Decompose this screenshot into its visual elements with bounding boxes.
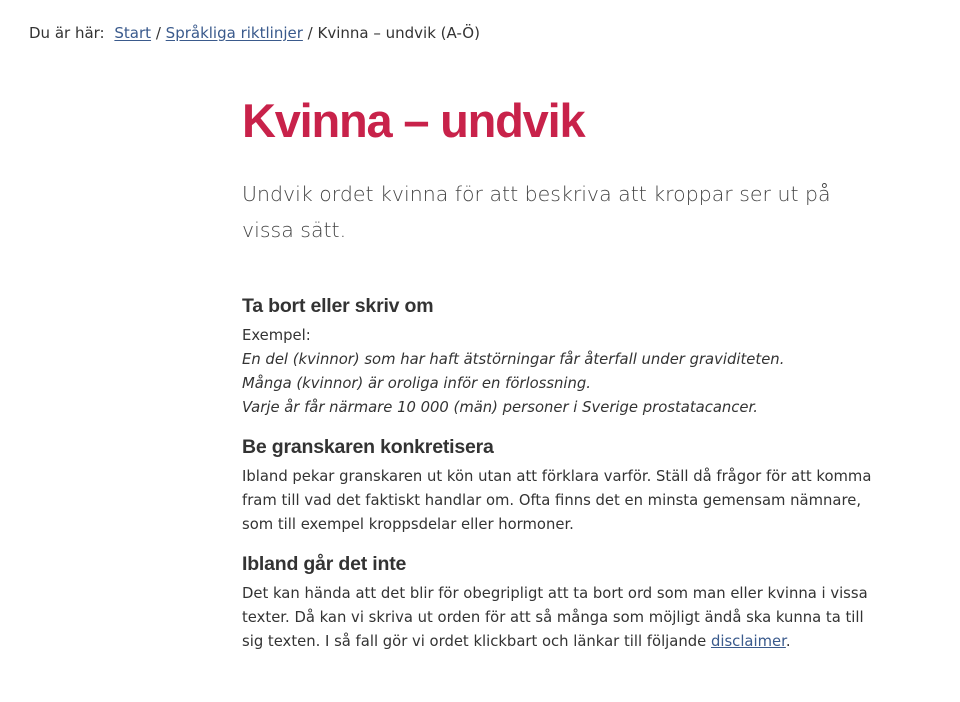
section-ibland-gar-det-inte <box>242 551 872 654</box>
breadcrumb-link-sprakliga-riktlinjer[interactable]: Språkliga riktlinjer <box>165 24 303 42</box>
section-paragraph-text: Det kan hända att det blir för obegripligt att ta bort ord som man eller kvinna i vissa texter. Då kan vi skriva ut orden för att så många som möjligt ändå ska kunna ta till sig texten. I så fall gör vi ordet klickbart och länkar till följande <box>242 585 868 650</box>
main-content <box>242 92 872 654</box>
example-sentence: En del (kvinnor) som har haft ätstörningar får återfall under graviditeten. <box>242 351 785 368</box>
breadcrumb-prefix: Du är här: <box>29 24 105 42</box>
section-heading: Ibland går det inte <box>242 553 407 575</box>
breadcrumb-separator: / <box>307 24 313 42</box>
section-paragraph <box>242 582 872 654</box>
breadcrumb-current: Kvinna – undvik (A-Ö) <box>317 24 480 42</box>
example-sentence: Varje år får närmare 10 000 (män) personer i Sverige prostatacancer. <box>242 399 758 416</box>
section-ta-bort <box>242 293 872 420</box>
lead-paragraph: Undvik ordet kvinna för att beskriva att kroppar ser ut på vissa sätt. <box>242 182 831 242</box>
example-label: Exempel: <box>242 327 311 344</box>
breadcrumb-separator: / <box>155 24 161 42</box>
section-paragraph: Ibland pekar granskaren ut kön utan att förklara varför. Ställ då frågor för att komma fram till vad det faktiskt handlar om. Ofta finns det en minsta gemensam nämnare, som till exempel kroppsdelar eller hormoner. <box>242 468 872 533</box>
example-sentence: Många (kvinnor) är oroliga inför en förlossning. <box>242 375 591 392</box>
breadcrumb-link-start[interactable]: Start <box>114 24 152 42</box>
page-title: Kvinna – undvik <box>242 94 585 147</box>
breadcrumb <box>29 23 480 43</box>
section-heading: Be granskaren konkretisera <box>242 436 494 458</box>
example-block <box>242 324 872 420</box>
paragraph-trailing-punctuation: . <box>785 633 791 650</box>
disclaimer-link[interactable]: disclaimer <box>710 633 786 650</box>
section-be-granskaren <box>242 434 872 537</box>
section-heading: Ta bort eller skriv om <box>242 295 434 317</box>
